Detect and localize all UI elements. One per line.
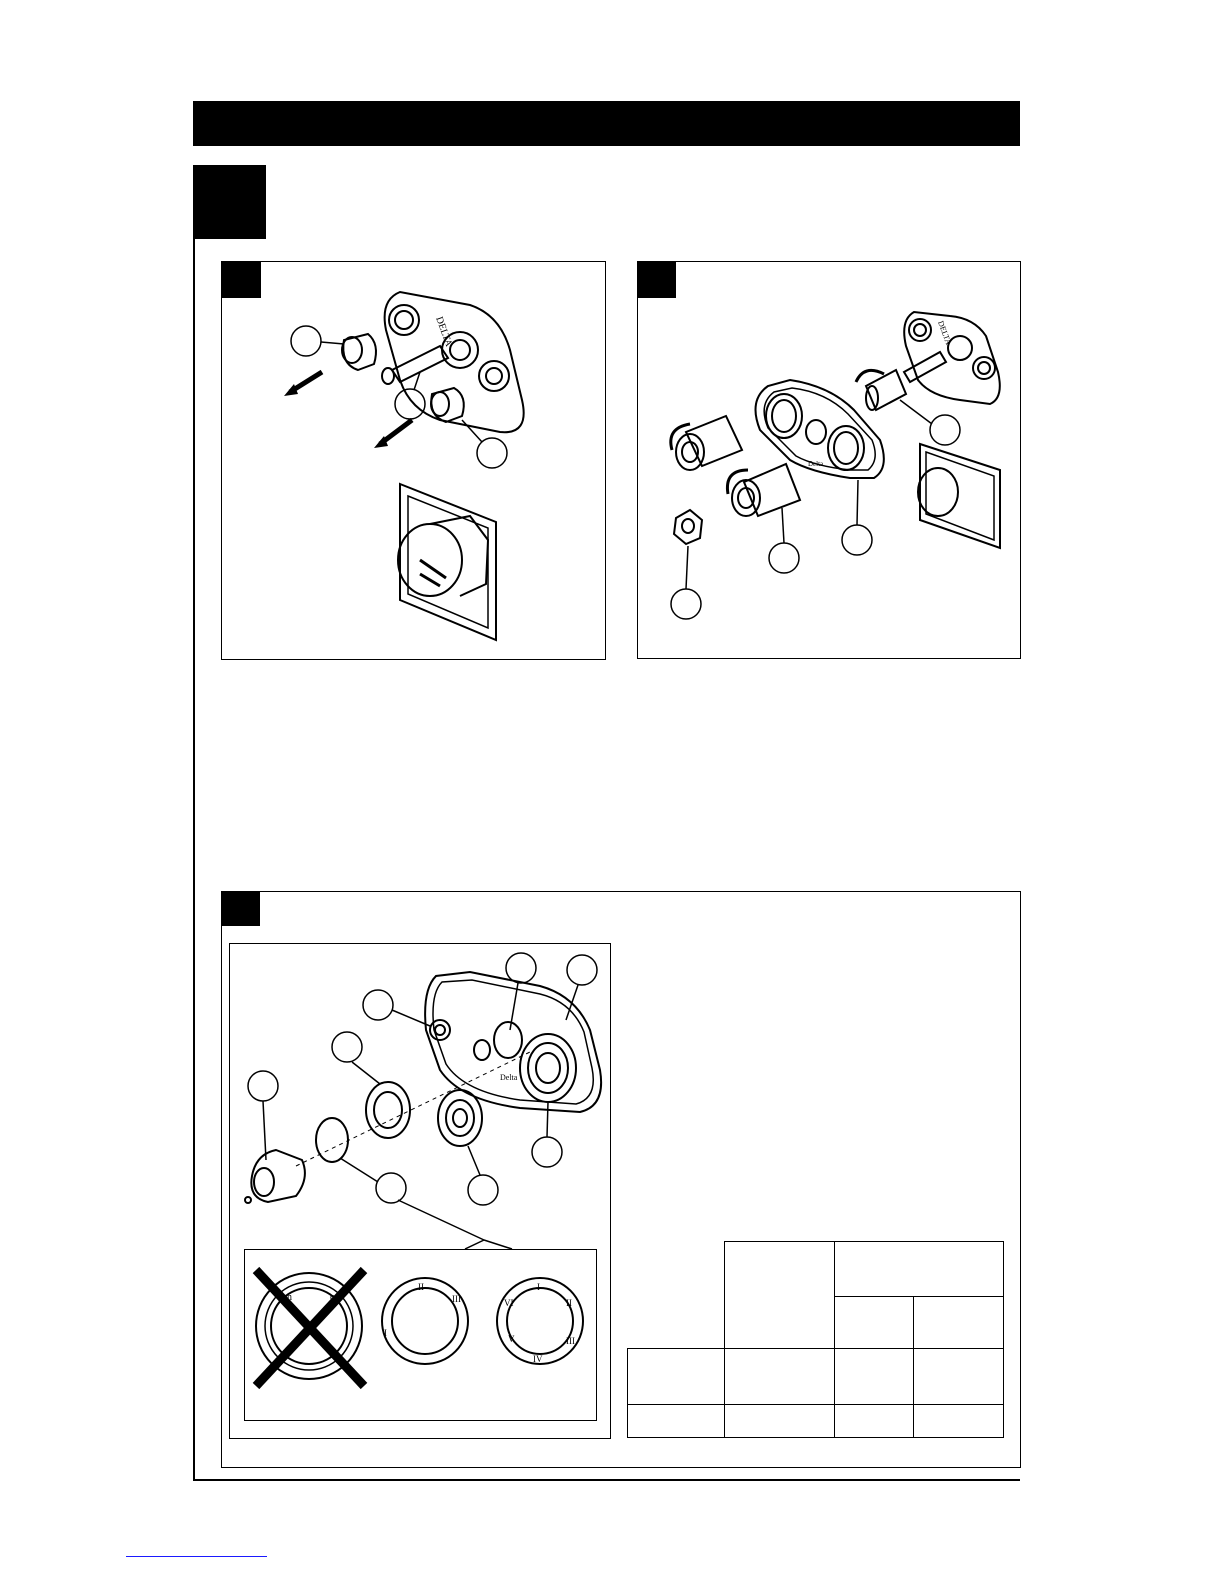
callout-circle — [395, 389, 425, 419]
dial-mark: III — [452, 1294, 461, 1304]
dial-variants-illustration — [244, 1249, 597, 1421]
table-cell — [913, 1405, 1003, 1438]
table-cell — [913, 1349, 1003, 1405]
dial-mark: o — [330, 1292, 335, 1303]
diverter-cartridge — [866, 370, 906, 410]
callout-circle — [930, 415, 960, 445]
faceplate-brand-text: DELTA — [936, 319, 954, 347]
dial-mark: VI — [504, 1298, 514, 1308]
dial-mark: II — [566, 1298, 572, 1308]
rough-in-valve-body — [918, 444, 1000, 548]
callout-circle — [332, 1032, 362, 1062]
callout-circle — [506, 953, 536, 983]
faceplate-brand-text: DELTA — [433, 315, 455, 349]
dial-mark: on — [282, 1292, 292, 1303]
table-cell — [834, 1405, 913, 1438]
table-cell — [628, 1405, 725, 1438]
valve-faceplate — [385, 292, 524, 432]
dial-mark: IV — [533, 1354, 543, 1364]
step-number-box — [193, 165, 266, 239]
table-cell — [834, 1349, 913, 1405]
callout-circle — [842, 525, 872, 555]
trim-ring — [366, 1082, 410, 1138]
spec-table — [627, 1241, 1004, 1438]
callout-circle — [477, 438, 507, 468]
dial-mark: III — [566, 1336, 575, 1346]
section-frame-left — [193, 239, 195, 1481]
dial-bonnet — [438, 1090, 482, 1146]
table-header-cell — [834, 1297, 913, 1349]
callout-circle — [468, 1175, 498, 1205]
callout-circle — [248, 1071, 278, 1101]
section-frame-bottom — [193, 1479, 1020, 1481]
footer-link-underline[interactable] — [126, 1556, 267, 1557]
figure-a-illustration — [221, 261, 606, 660]
table-cell-empty-corner — [628, 1242, 725, 1297]
callout-circle — [769, 543, 799, 573]
figure-c-illustration — [229, 943, 611, 1249]
knob-upper — [342, 334, 376, 370]
table-header-cell — [724, 1242, 834, 1349]
extension-sleeve-lower — [727, 464, 800, 516]
callout-circle — [567, 955, 597, 985]
escutcheon-plate — [756, 380, 884, 478]
table-cell — [724, 1349, 834, 1405]
rotation-arrow — [856, 370, 884, 382]
table-header-cell — [834, 1242, 1003, 1297]
indicator-ring — [316, 1118, 348, 1162]
dial-six-position — [497, 1278, 583, 1364]
extension-sleeve-upper — [671, 416, 742, 470]
escutcheon-brand-text: Delta — [808, 460, 824, 468]
dial-mark: I — [384, 1328, 387, 1338]
callout-circle — [376, 1173, 406, 1203]
escutcheon-brand-text: Delta — [500, 1073, 518, 1082]
table-header-cell — [913, 1297, 1003, 1349]
dial-mark: II — [418, 1282, 424, 1292]
section-header-bar — [193, 101, 1020, 146]
dial-rejected — [256, 1270, 364, 1386]
dial-mark: I — [537, 1282, 540, 1292]
figure-c-tab — [221, 891, 260, 926]
valve-faceplate — [904, 312, 1000, 404]
callout-circle — [291, 326, 321, 356]
callout-circle — [671, 589, 701, 619]
handle-knob — [245, 1150, 305, 1203]
dial-mark: V — [508, 1334, 515, 1344]
figure-b-illustration — [637, 261, 1021, 659]
knob-lower — [431, 388, 464, 422]
rough-in-valve-body — [398, 484, 496, 640]
callout-circle — [532, 1137, 562, 1167]
table-cell-empty-corner — [628, 1297, 725, 1349]
table-cell — [724, 1405, 834, 1438]
callout-circle — [363, 990, 393, 1020]
dial-three-position — [382, 1278, 468, 1364]
table-cell — [628, 1349, 725, 1405]
adapter-nut — [674, 510, 702, 544]
